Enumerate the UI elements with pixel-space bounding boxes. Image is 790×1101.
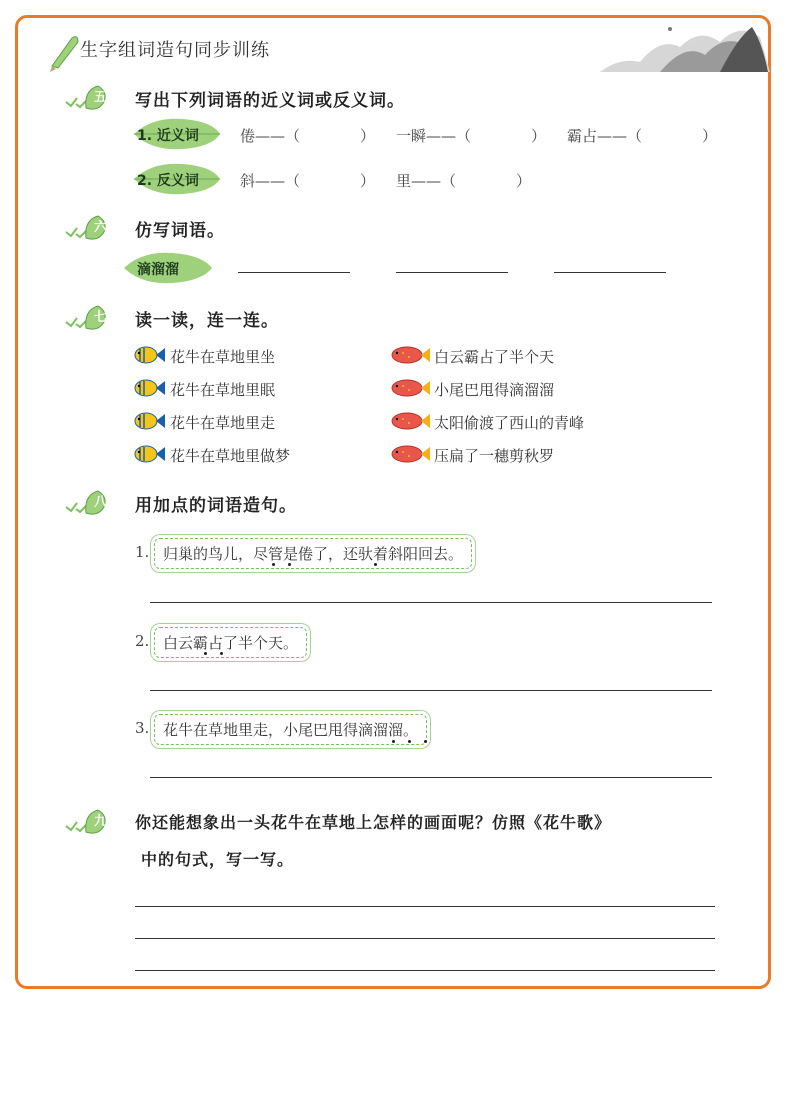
emphasis-dot: [288, 563, 291, 566]
sentence-number: 1.: [135, 543, 150, 561]
section-number: 五: [94, 90, 108, 105]
red-fish-icon: [391, 378, 431, 398]
match-left-item[interactable]: 花牛在草地里坐: [170, 348, 276, 366]
match-right-item[interactable]: 小尾巴甩得滴溜溜: [434, 381, 555, 399]
section-nine-title-line1: 你还能想象出一头花牛在草地上怎样的画面呢？仿照《花牛歌》: [135, 813, 612, 832]
section-seven-title: 读一读，连一连。: [135, 311, 279, 331]
red-fish-icon: [391, 345, 431, 365]
section-six-title: 仿写词语。: [135, 221, 225, 241]
synonym-item-2: 一瞬——（ ）: [396, 127, 547, 145]
section-nine-title-line2: 中的句式，写一写。: [141, 850, 295, 869]
emphasis-dot: [272, 563, 275, 566]
red-fish-icon: [391, 411, 431, 431]
answer-line[interactable]: [150, 690, 712, 691]
answer-blank[interactable]: [238, 272, 350, 273]
sentence-box: 归巢的鸟儿，尽管是倦了，还驮着斜阳回去。: [154, 538, 472, 569]
section-number: 九: [94, 814, 108, 829]
match-left-item[interactable]: 花牛在草地里眠: [170, 381, 276, 399]
section-eight-title: 用加点的词语造句。: [135, 496, 297, 516]
match-left-item[interactable]: 花牛在草地里走: [170, 414, 276, 432]
blue-fish-icon: [134, 345, 166, 365]
red-fish-icon: [391, 444, 431, 464]
answer-line[interactable]: [150, 602, 712, 603]
match-left-item[interactable]: 花牛在草地里做梦: [170, 447, 291, 465]
section-number: 八: [94, 495, 108, 510]
answer-line[interactable]: [135, 906, 715, 907]
emphasis-dot: [220, 652, 223, 655]
sentence-box: 白云霸占了半个天。: [154, 627, 307, 658]
synonym-item-1: 倦——（ ）: [240, 127, 376, 145]
sentence-number: 3.: [135, 719, 150, 737]
synonym-label: 1. 近义词: [137, 128, 199, 144]
page-header-title: 生字组词造句同步训练: [80, 40, 270, 61]
pen-icon: [46, 32, 82, 72]
antonym-item-1: 斜——（ ）: [240, 172, 376, 190]
match-right-item[interactable]: 白云霸占了半个天: [434, 348, 555, 366]
answer-blank[interactable]: [396, 272, 508, 273]
section-number: 七: [94, 310, 108, 325]
blue-fish-icon: [134, 411, 166, 431]
antonym-label: 2. 反义词: [137, 173, 199, 189]
emphasis-dot: [424, 740, 427, 743]
blue-fish-icon: [134, 444, 166, 464]
answer-blank[interactable]: [554, 272, 666, 273]
ink-mountain-decoration: [600, 17, 770, 77]
emphasis-dot: [408, 740, 411, 743]
page-frame: [15, 15, 771, 989]
example-word: 滴溜溜: [137, 262, 179, 278]
emphasis-dot: [374, 563, 377, 566]
section-five-title: 写出下列词语的近义词或反义词。: [135, 91, 405, 111]
answer-line[interactable]: [150, 777, 712, 778]
blue-fish-icon: [134, 378, 166, 398]
emphasis-dot: [204, 652, 207, 655]
synonym-item-3: 霸占——（ ）: [567, 127, 718, 145]
match-right-item[interactable]: 太阳偷渡了西山的青峰: [434, 414, 585, 432]
sentence-number: 2.: [135, 632, 150, 650]
emphasis-dot: [392, 740, 395, 743]
section-number: 六: [94, 220, 108, 235]
answer-line[interactable]: [135, 938, 715, 939]
sentence-box: 花牛在草地里走，小尾巴甩得滴溜溜。: [154, 714, 427, 745]
answer-line[interactable]: [135, 970, 715, 971]
antonym-item-2: 里——（ ）: [396, 172, 532, 190]
match-right-item[interactable]: 压扁了一穗剪秋罗: [434, 447, 555, 465]
